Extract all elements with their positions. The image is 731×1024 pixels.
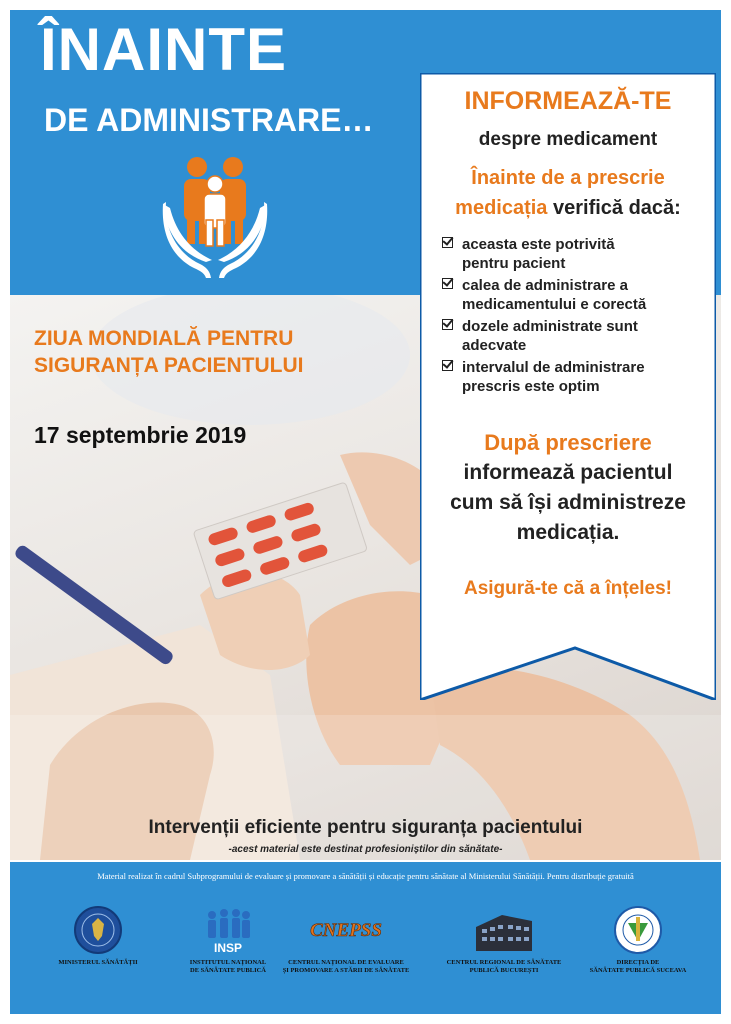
logo-dsp: DIRECȚIA DE SĂNĂTATE PUBLICĂ SUCEAVA: [568, 905, 708, 975]
logo-crsp: CENTRUL REGIONAL DE SĂNĂTATE PUBLICĂ BUCUREȘTI: [434, 905, 574, 975]
checkbox-checked-icon: [442, 237, 453, 248]
checklist-item: calea de administrare a medicamentului e corectă: [442, 276, 712, 314]
checkbox-checked-icon: [442, 319, 453, 330]
checklist-item: dozele administrate sunt adecvate: [442, 317, 712, 355]
event-title-line1: ZIUA MONDIALĂ PENTRU: [34, 327, 294, 350]
event-date: 17 septembrie 2019: [34, 422, 247, 448]
crsp-building-icon: [472, 905, 536, 955]
title: ÎNAINTE: [40, 16, 287, 83]
ministry-seal-icon: [73, 905, 123, 955]
material-disclaimer: Material realizat în cadrul Subprogramului de evaluare și promovare a sănătății și educație pentru sănătate al Ministerului Sănătății. Pentru distribuție gratuită: [97, 871, 634, 881]
info-panel: [420, 73, 716, 700]
cnepss-logo-icon: [281, 905, 411, 955]
dsp-seal-icon: [613, 905, 663, 955]
ensure-understood-text: Asigură-te că a înțeles!: [463, 578, 673, 599]
cnepss-logo-text: CNEPSS: [310, 920, 382, 941]
family-in-hands-icon: [160, 150, 270, 285]
medication-word: medicația: [455, 197, 548, 219]
checklist-item: aceasta este potrivită pentru pacient: [442, 235, 712, 273]
info-heading: INFORMEAZĂ-TE: [464, 87, 672, 115]
logo-insp: INSP INSTITUTUL NAȚIONAL DE SĂNĂTATE PUBLICĂ: [158, 905, 298, 975]
verify-text: verifică dacă:: [552, 197, 681, 219]
before-prescribing-line: Înainte de a prescrie: [471, 167, 665, 189]
logo-ministry: MINISTERUL SĂNĂTĂȚII: [28, 905, 168, 967]
insp-logo-icon: [198, 905, 258, 955]
tagline: Intervenții eficiente pentru siguranța pacientului: [148, 817, 583, 838]
checklist: [442, 235, 712, 399]
info-subheading: despre medicament: [478, 129, 658, 150]
audience-note: -acest material este destinat profesioniștilor din sănătate-: [228, 844, 503, 855]
subtitle: DE ADMINISTRARE…: [44, 102, 374, 138]
insp-logo-text: INSP: [213, 941, 243, 955]
event-title-line2: SIGURANȚA PACIENTULUI: [34, 354, 304, 378]
after-prescribing-heading: După prescriere: [484, 430, 652, 455]
inform-patient-text: informează pacientul cum să își administreze medicația.: [450, 461, 686, 544]
event-title: [34, 325, 304, 380]
logo-cnepss: CNEPSS CENTRUL NAȚIONAL DE EVALUARE ȘI PROMOVARE A STĂRII DE SĂNĂTATE: [276, 905, 416, 975]
checkbox-checked-icon: [442, 360, 453, 371]
checklist-item: intervalul de administrare prescris este optim: [442, 358, 712, 396]
checkbox-checked-icon: [442, 278, 453, 289]
verify-line: [420, 197, 716, 220]
